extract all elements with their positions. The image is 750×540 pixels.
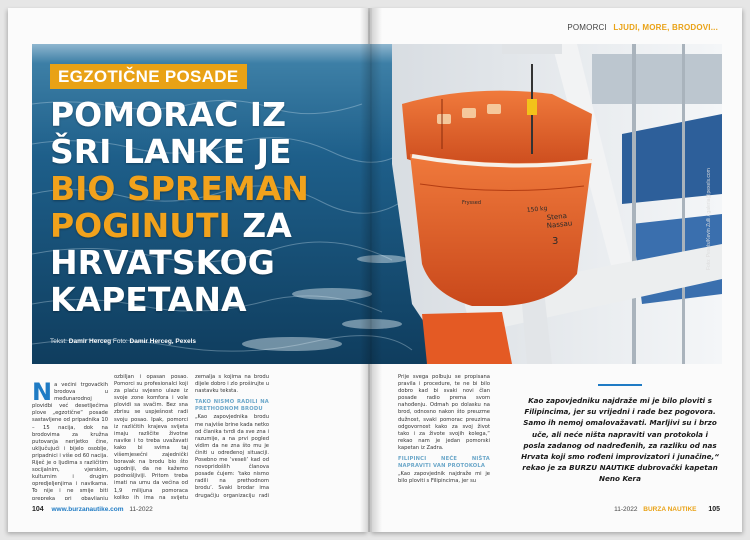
drop-cap: N xyxy=(32,382,53,406)
page-number-right: 105 xyxy=(708,506,720,513)
body-column-2 xyxy=(114,374,188,500)
body-column-3 xyxy=(195,374,269,500)
title-line: ŠRI LANKE JE xyxy=(50,132,292,171)
title-word: ZA xyxy=(230,206,292,245)
footer-issue-right: 11-2022 xyxy=(614,506,638,513)
lifeboat-weight-text: 150 kg xyxy=(526,204,548,214)
title-highlight-word: POGINUTI xyxy=(50,206,231,245)
subheading: FILIPINCI NEĆE NIŠTA NAPRAVITI VAN PROTOKOLA xyxy=(398,456,490,470)
title-line: HRVATSKOG xyxy=(50,243,275,282)
subheading: TAKO NISMO RADILI NA PRETHODNOM BRODU xyxy=(195,399,269,413)
pull-quote: Kao zapovjedniku najdraže mi je bilo ploviti s Filipincima, jer su vrijedni i rade bez pogovora. Samo ih nemoj omalovažavati. Marljivi su i brzo uče, ali neće ništa napraviti van protokola i posla zadanog od nadređenih, za razliku od nas Hrvata koji smo rođeni improvizatori i junačine,“ rekao je za BURZU NAUTIKE dubrovački kapetan Neno Kera xyxy=(521,396,719,484)
body-text: zemalja s kojima na brodu dijele dobro i zlo proširujte u nastavku teksta. xyxy=(195,374,269,395)
lifeboat-small-text: Fryssed xyxy=(462,200,481,206)
body-text: Prije svega polbuju se propisana pravila i procedure, te ne bi bilo dobro kad bi svaki novi član posade radio prema svom nahođenju. Odmah po dolasku na brod, odnosno nakon što preuzme dužnost, svaki pomorac preuzima odgovornost kako za svoj život tako i za živote svojih kolega,“ rekao nam je jedan pomorski kapetan iz Zadra. xyxy=(398,374,490,451)
photo-credit-label: Foto: xyxy=(112,338,128,345)
footer-left xyxy=(32,506,153,513)
photo-author: Damir Herceg, Pexels xyxy=(129,338,196,345)
pull-quote-rule xyxy=(598,384,642,386)
lifeboat-number-text: 3 xyxy=(552,236,559,247)
body-text: ozbiljan i opasan posao. Pomorci su profesionalci koji za plaću svjesno ulaze iz svoje zone komfora i vole plovidi sa svačim. Bez sna zbrisu se uspješnost radi svoju posao. Ipak, pomorci iz različitih krajeva svijeta imaju različite životne navike i to treba uvažavati kako bi svima taj višemjesečni zajednički boravak na brodu bio što ugodniji, da ne kažemo podnošljiviji. Pritom treba imati na umu da većina od 1,9 milijuna pomoraca koliko ih ima na svijetu xyxy=(114,374,188,500)
body-column-4 xyxy=(398,374,490,500)
title-line-mixed xyxy=(50,207,340,244)
article-credits xyxy=(50,338,196,345)
lifeboat-name-text: Stena xyxy=(546,211,568,222)
text-author: Damir Herceg xyxy=(68,338,112,345)
section-header xyxy=(567,23,718,32)
body-text: „Kao zapovjednika brodu me najviše brine kada netko od članika tvrdi da sve zna i razumije, a na prvi pogled vidim da ne zna što mu je činiti u određenoj situaciji. Posebno me ‘veseli’ kad od novopridošlih članova posade čujem: ‘tako nismo radili na prethodnom brodu’. Svaki brodar ima drugačiju organizaciju radi xyxy=(195,414,269,499)
body-column-1 xyxy=(32,382,108,500)
footer-right xyxy=(614,506,720,513)
title-line: KAPETANA xyxy=(50,280,247,319)
lifeboat-port-text: Nassau xyxy=(546,219,573,230)
footer-issue-left: 11-2022 xyxy=(129,506,153,513)
title-line-highlight: BIO SPREMAN xyxy=(50,169,309,208)
page-gutter-shadow xyxy=(360,8,382,532)
article-title xyxy=(50,96,340,318)
footer-website-link[interactable]: www.burzanautike.com xyxy=(51,506,124,513)
magazine-name: BURZA NAUTIKE xyxy=(643,506,697,513)
body-text: a većini trgovačkih brodova u međunarodnoj plovidbi već desetljećima plove „egzotične“ posade sastavljene od pripadnika 10 – 15 nacija, dok na brodovima za kružna putovanja nerijetko čine, uključujući i bijelo osoblje, pripadnici i više od 60 nacija. Riječ je o ljudima s različitim socijalnim, vjerskim, kulturnim i drugim opredjeljenjima i navikama. To nije i ne smije biti prepreka pri obavljanju xyxy=(32,382,108,500)
photo-credit-vertical: Foto: Pexels/Kevin Zulli / galeria@pexels.com xyxy=(706,168,712,270)
title-line: POMORAC IZ xyxy=(50,95,286,134)
text-credit-label: Tekst: xyxy=(50,338,67,345)
page-number-left: 104 xyxy=(32,506,44,513)
section-topic: LJUDI, MORE, BRODOVI... xyxy=(613,23,718,32)
section-name: POMORCI xyxy=(567,23,607,32)
body-text: „Kao zapovjednik najdraže mi je bilo ploviti s Filipincima, jer su xyxy=(398,471,490,485)
category-tag: EGZOTIČNE POSADE xyxy=(50,64,247,89)
